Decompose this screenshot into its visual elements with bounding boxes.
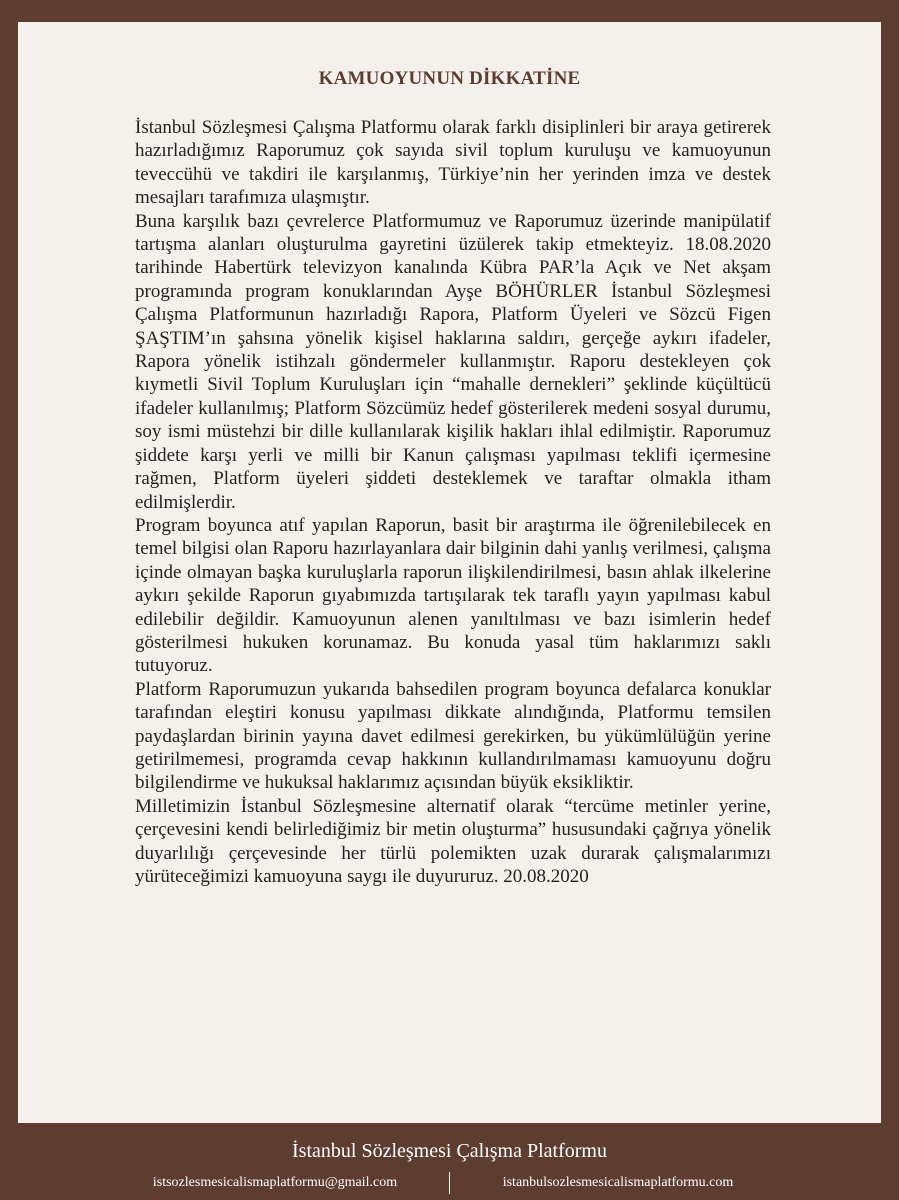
document-title: KAMUOYUNUN DİKKATİNE [318,68,581,89]
paragraph-5: Milletimizin İstanbul Sözleşmesine alternatif olarak “tercüme metinler yerine, çerçevesini kendi belirlediğimiz bir metin oluşturma” hususundaki çağrıya yönelik duyarlılığı çerçevesinde her türlü polemikten uzak durarak çalışmalarımızı yürüteceğimizi kamuoyuna saygı ile duyururuz. 20.08.2020 [135,795,771,887]
document-page [18,22,881,1123]
footer-email: istsozlesmesicalismaplatformu@gmail.com [152,1175,398,1190]
paragraph-4: Platform Raporumuzun yukarıda bahsedilen program boyunca defalarca konuklar tarafından eleştiri konusu yapılması dikkate alındığında, Platformu temsilen paydaşlardan birinin yayına davet edilmesi gerekirken, bu yükümlülüğün yerine getirilmemesi, programda cevap hakkının kullandırılmaması kamuoyunu doğru bilgilendirme ve hukuksal haklarımız açısından büyük eksikliktir. [135,678,771,794]
document-body [135,116,771,888]
paragraph-3: Program boyunca atıf yapılan Raporun, basit bir araştırma ile öğrenilebilecek en temel bilgisi olan Raporu hazırlayanlara dair bilginin dahi yanlış verilmesi, çalışma içinde olmayan başka kuruluşlarla raporun ilişkilendirilmesi, basın ahlak ilkelerine aykırı şekilde Raporun gıyabımızda tartışılarak tek taraflı yayın yapılması kabul edilebilir değildir. Kamuoyunun alenen yanıltılması ve bazı isimlerin hedef gösterilmesi hukuken korunamaz. Bu konuda yasal tüm haklarımızı saklı tutuyoruz. [135,514,771,677]
paragraph-1: İstanbul Sözleşmesi Çalışma Platformu olarak farklı disiplinleri bir araya getirerek hazırladığımız Raporumuz çok sayıda sivil toplum kuruluşu ve kamuoyunun teveccühü ve takdiri ile karşılanmış, Türkiye’nin her yerinden imza ve destek mesajları tarafımıza ulaşmıştır. [135,117,771,209]
footer-website: istanbulsozlesmesicalismaplatformu.com [502,1175,734,1190]
paragraph-2: Buna karşılık bazı çevrelerce Platformumuz ve Raporumuz üzerinde manipülatif tartışma alanları oluşturulma gayretini üzülerek takip etmekteyiz. 18.08.2020 tarihinde Habertürk televizyon kanalında Kübra PAR’la Açık ve Net akşam programında program konuklarından Ayşe BÖHÜRLER İstanbul Sözleşmesi Çalışma Platformunun hazırladığı Rapora, Platform Üyeleri ve Sözcü Figen ŞAŞTIM’ın şahsına yönelik kişisel haklarına saldırı, gerçeğe aykırı ifadeler, Rapora yönelik istihzalı göndermeler kullanmıştır. Raporu destekleyen çok kıymetli Sivil Toplum Kuruluşları için “mahalle dernekleri” şeklinde küçültücü ifadeler kullanılmış; Platform Sözcümüz hedef gösterilerek medeni sosyal durumu, soy ismi müstehzi bir dille kullanılarak kişilik hakları ihlal edilmiştir. Raporumuz şiddete karşı yerli ve milli bir Kanun çalışması yapılması teklifi içermesine rağmen, Platform üyeleri şiddeti desteklemek ve taraftar olmakla itham edilmişlerdir. [135,210,771,513]
footer-contacts [0,1172,899,1194]
footer-divider [449,1172,450,1194]
footer-organization-name: İstanbul Sözleşmesi Çalışma Platformu [292,1140,607,1162]
